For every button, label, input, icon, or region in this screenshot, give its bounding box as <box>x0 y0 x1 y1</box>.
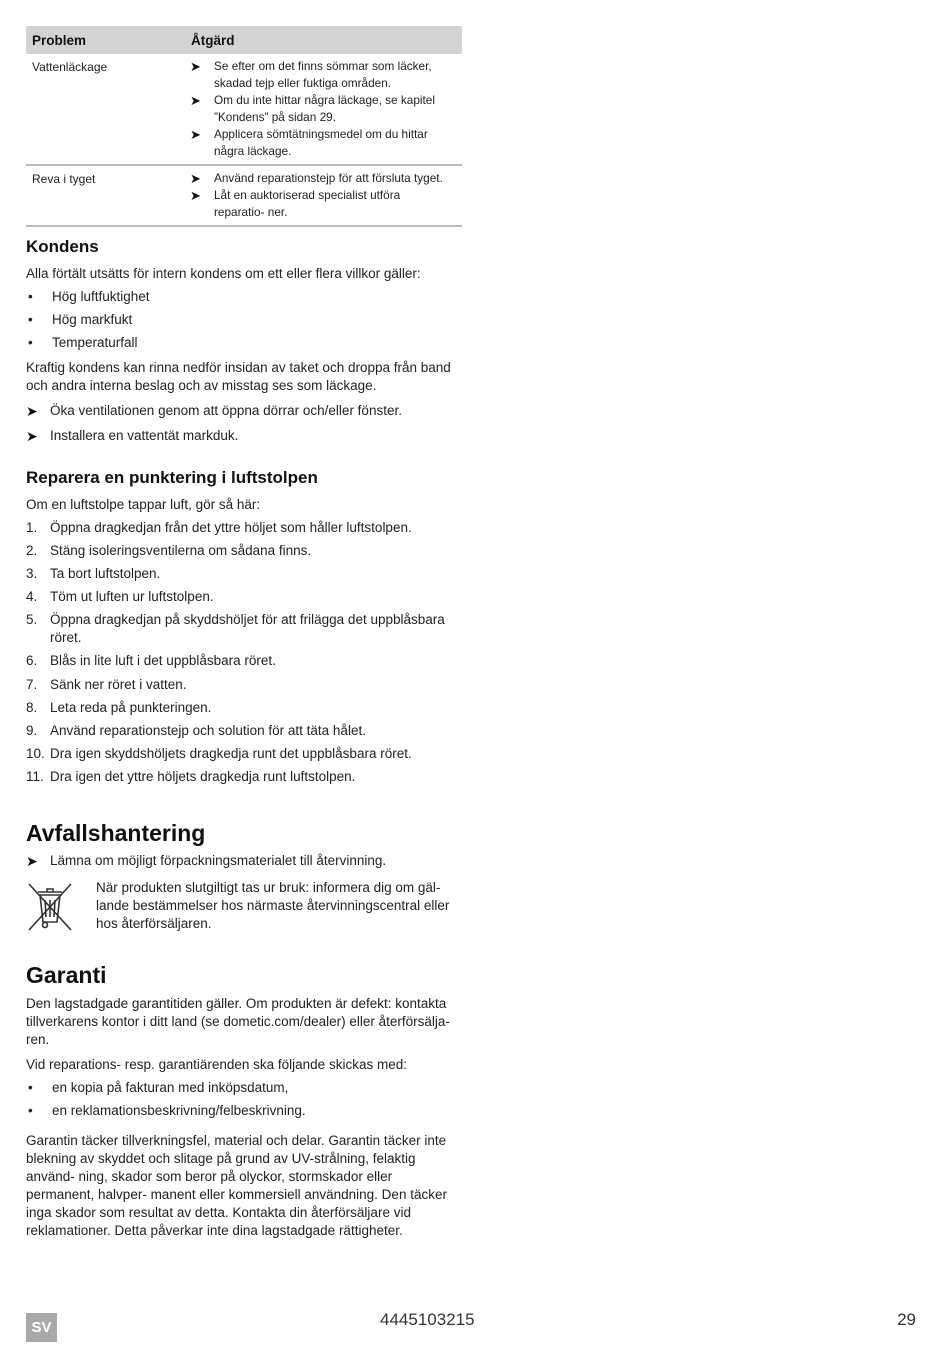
document-number: 4445103215 <box>380 1310 475 1329</box>
action-item: Låt en auktoriserad specialist utföra reparatio- ner. <box>214 188 401 219</box>
disposal-note: När produkten slutgiltigt tas ur bruk: informera dig om gäl- lande bestämmelser hos närmaste återvinningscentral eller hos återförsäljaren. <box>96 880 450 931</box>
action-item: ➤ Installera en vattentät markduk. <box>26 428 239 444</box>
language-badge: SV <box>26 1313 57 1342</box>
section-heading-garanti: Garanti <box>26 962 107 988</box>
step-item: 1. Öppna dragkedjan från det yttre höljet som håller luftstolpen. <box>26 520 412 535</box>
reparera-intro: Om en luftstolpe tappar luft, gör så här: <box>26 497 261 512</box>
problem-cell: Vattenläckage <box>32 60 108 74</box>
list-item: • en reklamationsbeskrivning/felbeskrivning. <box>28 1103 306 1118</box>
action-item: ➤ Lämna om möjligt förpackningsmaterialet till återvinning. <box>26 853 387 869</box>
arrow-icon: ➤ <box>190 188 201 203</box>
arrow-icon: ➤ <box>26 403 38 419</box>
list-item: • en kopia på fakturan med inköpsdatum, <box>28 1080 289 1095</box>
step-item: 4. Töm ut luften ur luftstolpen. <box>26 589 214 604</box>
action-item: Se efter om det finns sömmar som läcker, skadad tejp eller fuktiga områden. <box>214 59 432 90</box>
action-cell <box>187 58 462 160</box>
step-item: 6. Blås in lite luft i det uppblåsbara röret. <box>26 653 276 668</box>
action-item: Applicera sömtätningsmedel om du hittar några läckage. <box>214 127 428 158</box>
table-row <box>26 54 462 166</box>
kondens-intro: Alla förtält utsätts för intern kondens om ett eller flera villkor gäller: <box>26 266 421 281</box>
troubleshooting-table <box>26 26 462 227</box>
step-item: 11. Dra igen det yttre höljets dragkedja runt luftstolpen. <box>26 769 356 784</box>
arrow-icon: ➤ <box>26 428 38 444</box>
list-item: • Temperaturfall <box>28 335 138 350</box>
kondens-paragraph: Kraftig kondens kan rinna nedför insidan av taket och droppa från band och andra interna beslag och av misstag ses som läckage. <box>26 360 451 393</box>
arrow-icon: ➤ <box>190 127 201 142</box>
list-item: • Hög luftfuktighet <box>28 289 150 304</box>
action-item: Om du inte hittar några läckage, se kapitel ”Kondens” på sidan 29. <box>214 93 435 124</box>
problem-cell: Reva i tyget <box>32 172 96 186</box>
arrow-icon: ➤ <box>26 853 38 869</box>
section-heading-reparera: Reparera en punktering i luftstolpen <box>26 468 318 487</box>
page-number: 29 <box>897 1310 916 1329</box>
header-problem: Problem <box>32 32 87 48</box>
section-heading-kondens: Kondens <box>26 237 99 256</box>
header-action: Åtgärd <box>191 32 235 48</box>
garanti-paragraph-2: Vid reparations- resp. garantiärenden ska följande skickas med: <box>26 1057 407 1072</box>
step-item: 7. Sänk ner röret i vatten. <box>26 677 187 692</box>
step-item: 8. Leta reda på punkteringen. <box>26 700 212 715</box>
action-item: ➤ Öka ventilationen genom att öppna dörrar och/eller fönster. <box>26 403 402 419</box>
action-item: Använd reparationstejp för att försluta tyget. <box>214 171 443 185</box>
table-row <box>26 166 462 227</box>
step-item: 2. Stäng isoleringsventilerna om sådana finns. <box>26 543 312 558</box>
arrow-icon: ➤ <box>190 171 201 186</box>
list-item: • Hög markfukt <box>28 312 133 327</box>
table-header <box>26 26 462 54</box>
arrow-icon: ➤ <box>190 59 201 74</box>
section-heading-avfall: Avfallshantering <box>26 820 206 846</box>
garanti-paragraph-1: Den lagstadgade garantitiden gäller. Om produkten är defekt: kontakta tillverkarens kontor i ditt land (se dometic.com/dealer) eller återförsälja- ren. <box>26 996 450 1047</box>
garanti-paragraph-3: Garantin täcker tillverkningsfel, material och delar. Garantin täcker inte blekning av skyddet och slitage på grund av UV-strålning, felaktig använd- ning, skador som beror på olyckor, stormskador eller permanent, halvper- manent eller kommersiell användning. Den täcker inga skador som resultat av detta. Kontakta din återförsäljare vid reklamationer. Detta påverkar inte dina lagstadgade rättigheter. <box>26 1133 447 1238</box>
step-item: 9. Använd reparationstejp och solution för att täta hålet. <box>26 723 366 738</box>
action-cell <box>187 170 462 221</box>
crossed-out-wheelie-bin-icon <box>26 880 74 932</box>
arrow-icon: ➤ <box>190 93 201 108</box>
step-item: 3. Ta bort luftstolpen. <box>26 566 161 581</box>
step-item: 10. Dra igen skyddshöljets dragkedja runt det uppblåsbara röret. <box>26 746 412 761</box>
step-item: 5. Öppna dragkedjan på skyddshöljet för att frilägga det uppblåsbara röret. <box>26 612 445 645</box>
